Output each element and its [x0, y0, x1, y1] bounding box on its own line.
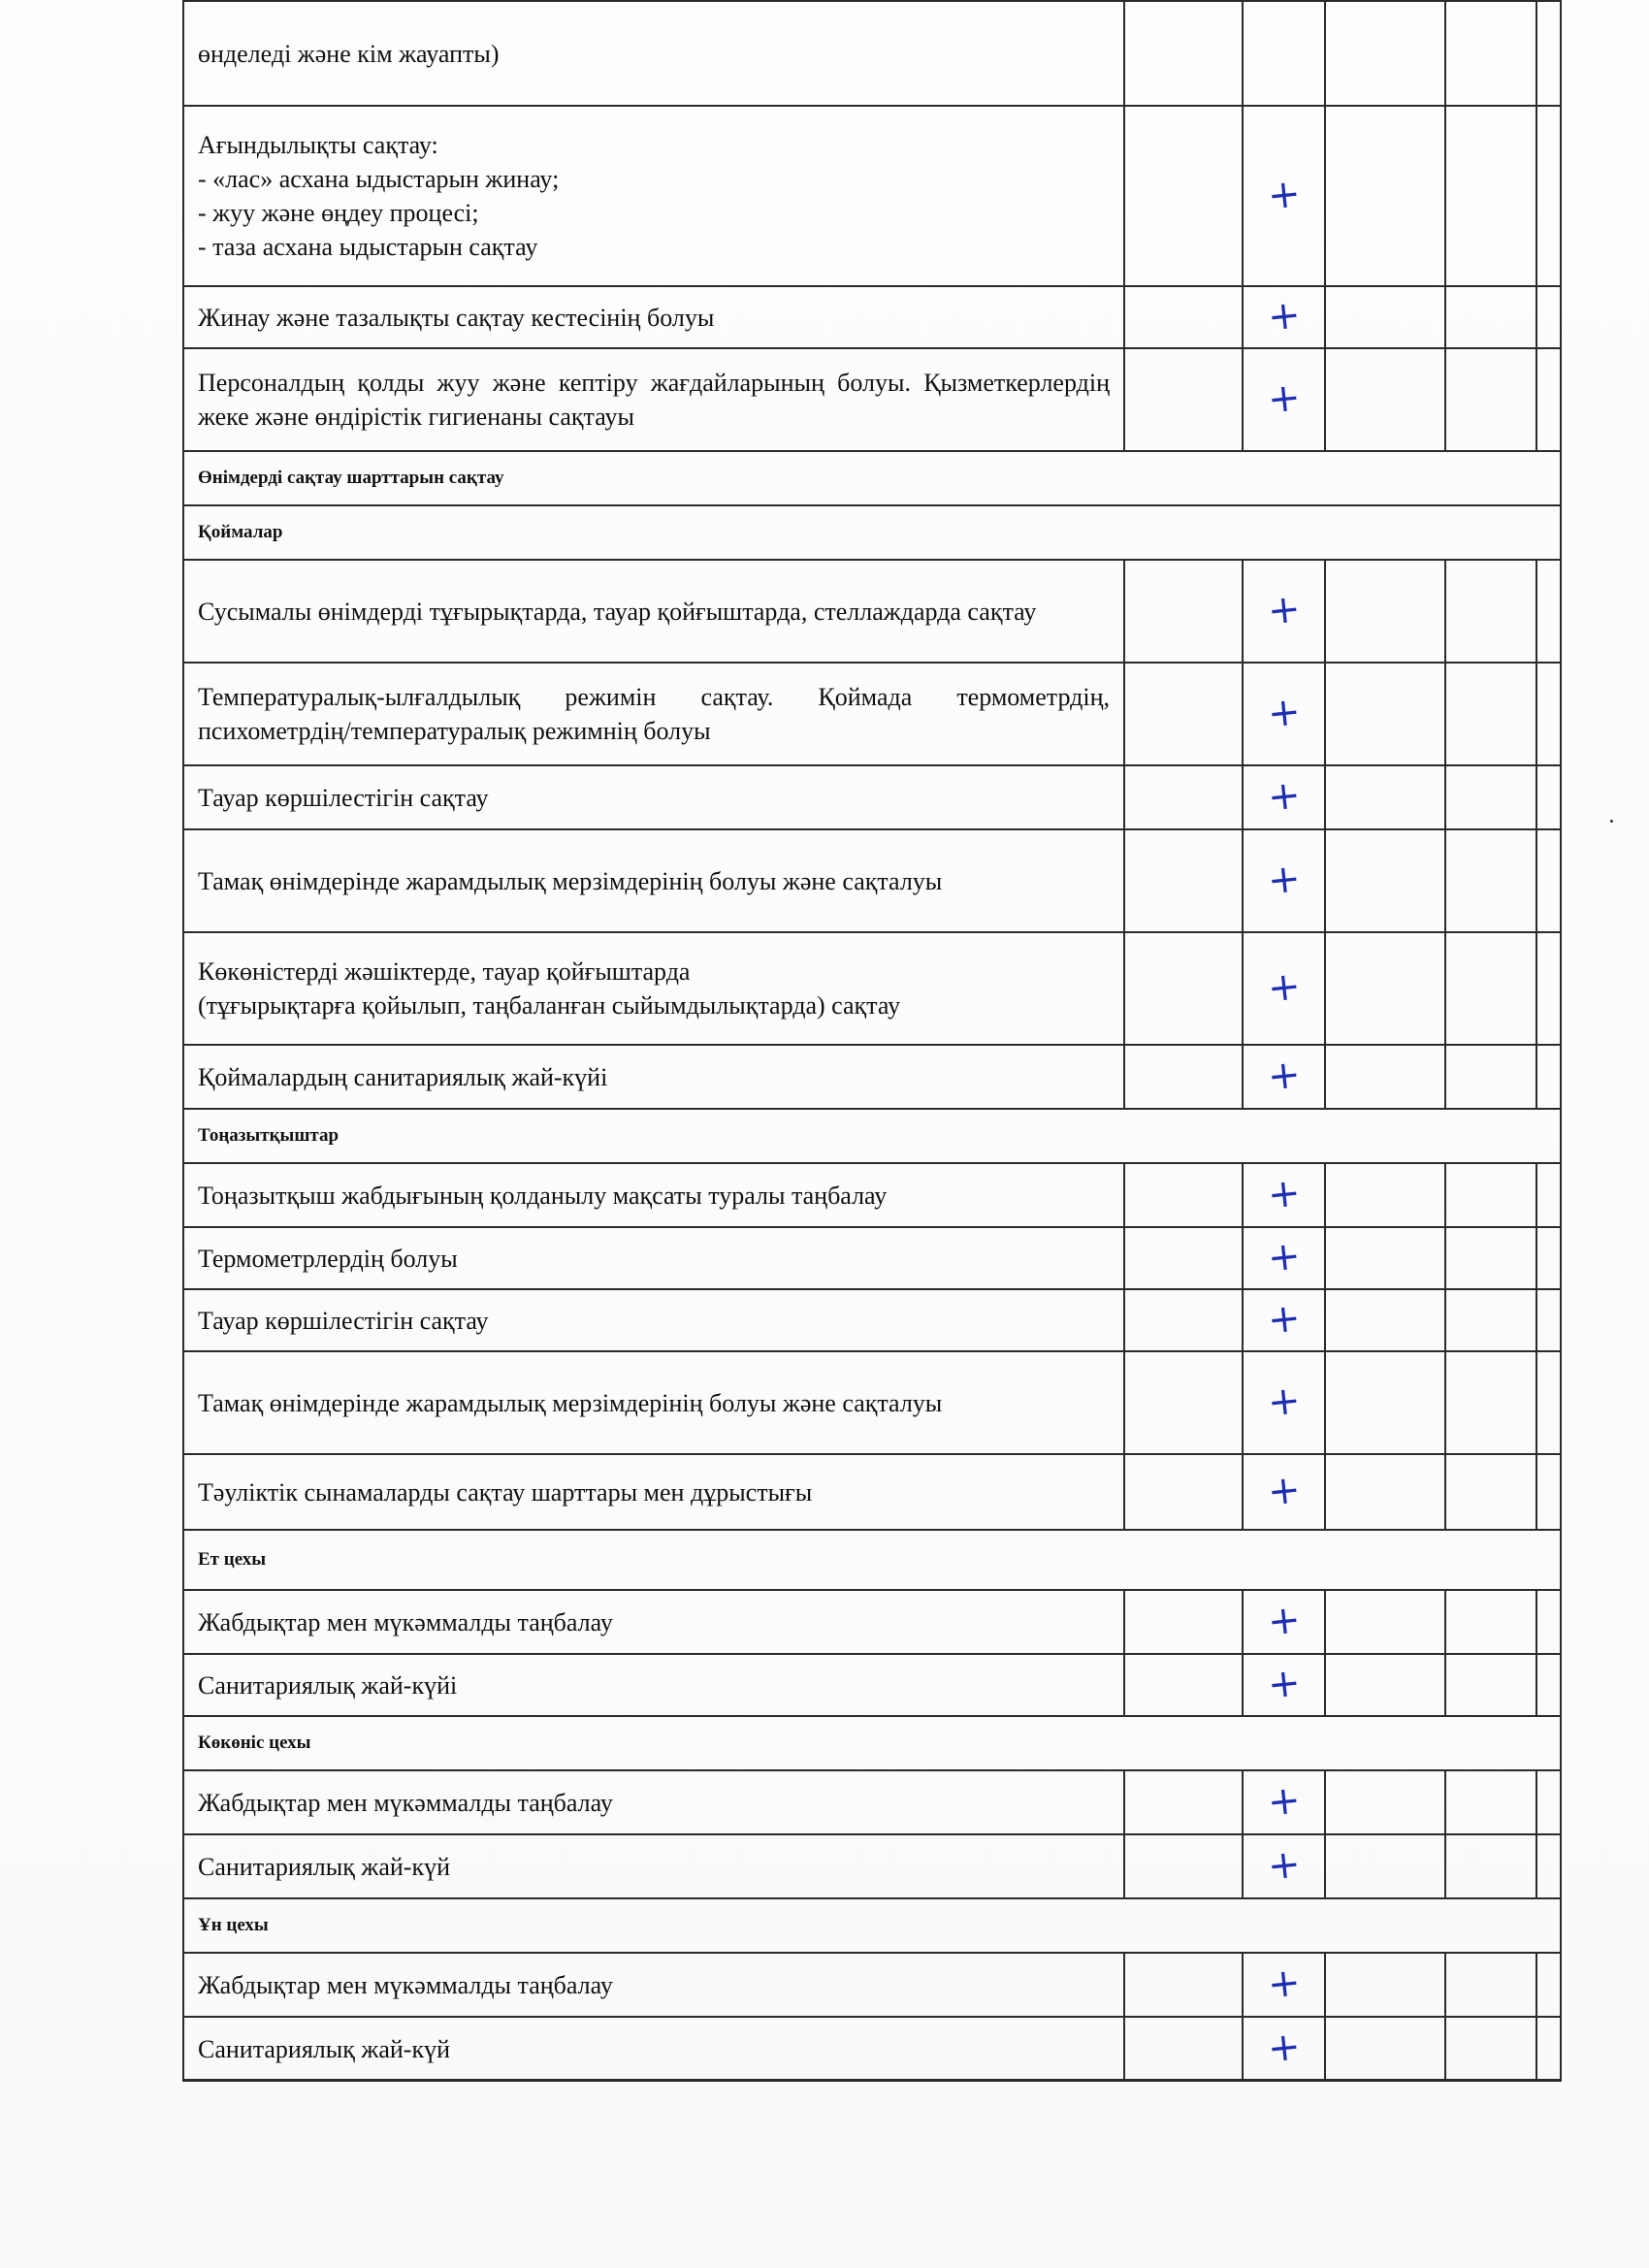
checklist-row — [183, 1953, 1561, 2017]
answer-cell — [1325, 348, 1445, 451]
checklist-row — [183, 1351, 1561, 1454]
yes-mark-cell — [1243, 932, 1325, 1045]
checklist-row — [183, 1654, 1561, 1716]
answer-cell — [1445, 1770, 1536, 1834]
checklist-row — [183, 348, 1561, 451]
answer-cell — [1536, 286, 1561, 348]
answer-cell — [1536, 2017, 1561, 2081]
checklist-row — [183, 1590, 1561, 1654]
yes-mark-cell — [1243, 106, 1325, 286]
requirement-line: Көкөністерді жәшіктерде, тауар қойғыштарда — [198, 957, 691, 986]
answer-cell — [1536, 932, 1561, 1045]
inspection-checklist-table — [182, 0, 1562, 2082]
answer-cell — [1124, 829, 1243, 932]
section-title: Қоймалар — [183, 505, 1561, 560]
yes-mark-cell — [1243, 1045, 1325, 1109]
yes-mark-cell — [1243, 663, 1325, 765]
handwritten-plus-mark: + — [1265, 856, 1303, 904]
handwritten-plus-mark: + — [1265, 963, 1303, 1012]
requirement-text: Жабдықтар мен мүкәммалды таңбалау — [183, 1953, 1124, 2017]
answer-cell — [1124, 2017, 1243, 2081]
handwritten-plus-mark: + — [1265, 1467, 1303, 1515]
yes-mark-cell — [1243, 1834, 1325, 1898]
yes-mark-cell — [1243, 765, 1325, 829]
answer-cell — [1325, 1770, 1445, 1834]
answer-cell — [1445, 1, 1536, 106]
yes-mark-cell — [1243, 1, 1325, 106]
requirement-text: Тауар көршілестігін сақтау — [183, 1289, 1124, 1351]
answer-cell — [1325, 1163, 1445, 1227]
answer-cell — [1124, 1227, 1243, 1289]
answer-cell — [1124, 1953, 1243, 2017]
handwritten-plus-mark: + — [1265, 1841, 1303, 1890]
section-header-row — [183, 505, 1561, 560]
checklist-row — [183, 1163, 1561, 1227]
answer-cell — [1445, 1953, 1536, 2017]
answer-cell — [1445, 829, 1536, 932]
yes-mark-cell — [1243, 1953, 1325, 2017]
answer-cell — [1445, 1351, 1536, 1454]
answer-cell — [1445, 1454, 1536, 1530]
answer-cell — [1445, 286, 1536, 348]
yes-mark-cell — [1243, 1289, 1325, 1351]
answer-cell — [1445, 765, 1536, 829]
requirement-text: Тәуліктік сынамаларды сақтау шарттары мен дұрыстығы — [183, 1454, 1124, 1530]
yes-mark-cell — [1243, 1654, 1325, 1716]
answer-cell — [1445, 1227, 1536, 1289]
handwritten-plus-mark: + — [1265, 1052, 1303, 1100]
requirement-line: - «лас» асхана ыдыстарын жинау; — [198, 165, 560, 193]
answer-cell — [1536, 1351, 1561, 1454]
requirement-line: - таза асхана ыдыстарын сақтау — [198, 233, 538, 261]
requirement-text: Жабдықтар мен мүкәммалды таңбалау — [183, 1770, 1124, 1834]
section-title: Ұн цехы — [183, 1898, 1561, 1953]
section-header-row — [183, 1109, 1561, 1163]
answer-cell — [1536, 1654, 1561, 1716]
section-header-row — [183, 1898, 1561, 1953]
answer-cell — [1325, 1045, 1445, 1109]
answer-cell — [1325, 1227, 1445, 1289]
yes-mark-cell — [1243, 1590, 1325, 1654]
handwritten-plus-mark: + — [1265, 1170, 1303, 1218]
answer-cell — [1325, 106, 1445, 286]
answer-cell — [1536, 560, 1561, 663]
requirement-text: Жабдықтар мен мүкәммалды таңбалау — [183, 1590, 1124, 1654]
requirement-text: Тауар көршілестігін сақтау — [183, 765, 1124, 829]
table-bottom-edge — [182, 2079, 1560, 2081]
yes-mark-cell — [1243, 1770, 1325, 1834]
answer-cell — [1124, 663, 1243, 765]
requirement-text: Термометрлердің болуы — [183, 1227, 1124, 1289]
requirement-text: Қоймалардың санитариялық жай-күйі — [183, 1045, 1124, 1109]
answer-cell — [1536, 348, 1561, 451]
yes-mark-cell — [1243, 1454, 1325, 1530]
answer-cell — [1325, 1, 1445, 106]
requirement-text: Тамақ өнімдерінде жарамдылық мерзімдерінің болуы және сақталуы — [183, 1351, 1124, 1454]
requirement-text: Температуралық-ылғалдылық режимін сақтау. Қоймада термометрдің, психометрдің/температуралық режимнің болуы — [183, 663, 1124, 765]
section-title: Тоңазытқыштар — [183, 1109, 1561, 1163]
answer-cell — [1325, 1454, 1445, 1530]
answer-cell — [1124, 1770, 1243, 1834]
answer-cell — [1325, 663, 1445, 765]
checklist-row — [183, 1834, 1561, 1898]
checklist-row — [183, 932, 1561, 1045]
checklist-row — [183, 560, 1561, 663]
answer-cell — [1445, 1163, 1536, 1227]
checklist-row — [183, 1045, 1561, 1109]
answer-cell — [1124, 765, 1243, 829]
answer-cell — [1124, 1834, 1243, 1898]
answer-cell — [1124, 1654, 1243, 1716]
answer-cell — [1124, 1163, 1243, 1227]
answer-cell — [1536, 1953, 1561, 2017]
answer-cell — [1536, 765, 1561, 829]
answer-cell — [1325, 286, 1445, 348]
requirement-line: (тұғырықтарға қойылып, таңбаланған сыйымдылықтарда) сақтау — [198, 991, 901, 1020]
checklist-row — [183, 286, 1561, 348]
checklist-row — [183, 1, 1561, 106]
requirement-text: Тамақ өнімдерінде жарамдылық мерзімдерінің болуы және сақталуы — [183, 829, 1124, 932]
handwritten-plus-mark: + — [1265, 1777, 1303, 1826]
handwritten-plus-mark: + — [1265, 171, 1303, 219]
answer-cell — [1536, 1227, 1561, 1289]
answer-cell — [1325, 1351, 1445, 1454]
answer-cell — [1325, 560, 1445, 663]
handwritten-plus-mark: + — [1265, 1597, 1303, 1645]
answer-cell — [1124, 1289, 1243, 1351]
answer-cell — [1536, 1590, 1561, 1654]
handwritten-plus-mark: + — [1265, 1960, 1303, 2008]
requirement-text: Санитариялық жай-күй — [183, 1834, 1124, 1898]
answer-cell — [1536, 1163, 1561, 1227]
answer-cell — [1124, 932, 1243, 1045]
section-title: Өнімдерді сақтау шарттарын сақтау — [183, 451, 1561, 505]
answer-cell — [1445, 106, 1536, 286]
section-title: Көкөніс цехы — [183, 1716, 1561, 1770]
answer-cell — [1124, 1454, 1243, 1530]
requirement-text: Санитариялық жай-күй — [183, 2017, 1124, 2081]
answer-cell — [1124, 286, 1243, 348]
handwritten-plus-mark: + — [1265, 1233, 1303, 1281]
handwritten-plus-mark: + — [1265, 2024, 1303, 2072]
handwritten-plus-mark: + — [1265, 586, 1303, 634]
section-header-row — [183, 1530, 1561, 1590]
requirement-text — [183, 106, 1124, 286]
answer-cell — [1445, 1590, 1536, 1654]
answer-cell — [1325, 932, 1445, 1045]
checklist-row — [183, 106, 1561, 286]
answer-cell — [1325, 1953, 1445, 2017]
answer-cell — [1445, 1289, 1536, 1351]
answer-cell — [1445, 932, 1536, 1045]
answer-cell — [1536, 106, 1561, 286]
answer-cell — [1536, 1289, 1561, 1351]
answer-cell — [1325, 829, 1445, 932]
section-title: Ет цехы — [183, 1530, 1561, 1590]
handwritten-plus-mark: + — [1265, 772, 1303, 821]
answer-cell — [1536, 1, 1561, 106]
answer-cell — [1445, 1834, 1536, 1898]
answer-cell — [1536, 1454, 1561, 1530]
section-header-row — [183, 451, 1561, 505]
handwritten-plus-mark: + — [1265, 1377, 1303, 1426]
answer-cell — [1536, 1045, 1561, 1109]
requirement-text — [183, 932, 1124, 1045]
scan-speck — [1610, 820, 1613, 823]
requirement-line: Ағындылықты сақтау: — [198, 131, 438, 159]
checklist-row — [183, 663, 1561, 765]
requirement-text: Санитариялық жай-күйі — [183, 1654, 1124, 1716]
answer-cell — [1124, 560, 1243, 663]
yes-mark-cell — [1243, 1163, 1325, 1227]
yes-mark-cell — [1243, 829, 1325, 932]
handwritten-plus-mark: + — [1265, 1295, 1303, 1344]
requirement-line: - жуу және өңдеу процесі; — [198, 199, 479, 227]
answer-cell — [1445, 2017, 1536, 2081]
yes-mark-cell — [1243, 1227, 1325, 1289]
yes-mark-cell — [1243, 348, 1325, 451]
yes-mark-cell — [1243, 560, 1325, 663]
requirement-text: Тоңазытқыш жабдығының қолданылу мақсаты туралы таңбалау — [183, 1163, 1124, 1227]
answer-cell — [1325, 1590, 1445, 1654]
answer-cell — [1536, 1770, 1561, 1834]
answer-cell — [1445, 1654, 1536, 1716]
handwritten-plus-mark: + — [1265, 374, 1303, 423]
requirement-text: Персоналдың қолды жуу және кептіру жағдайларының болуы. Қызметкерлердің жеке және өндірістік гигиенаны сақтауы — [183, 348, 1124, 451]
answer-cell — [1325, 1654, 1445, 1716]
checklist-row — [183, 765, 1561, 829]
answer-cell — [1124, 1351, 1243, 1454]
answer-cell — [1325, 1834, 1445, 1898]
checklist-row — [183, 2017, 1561, 2081]
answer-cell — [1325, 765, 1445, 829]
section-header-row — [183, 1716, 1561, 1770]
yes-mark-cell — [1243, 286, 1325, 348]
answer-cell — [1536, 663, 1561, 765]
answer-cell — [1445, 663, 1536, 765]
handwritten-plus-mark: + — [1265, 1660, 1303, 1708]
answer-cell — [1445, 1045, 1536, 1109]
requirement-text: Жинау және тазалықты сақтау кестесінің болуы — [183, 286, 1124, 348]
answer-cell — [1325, 2017, 1445, 2081]
requirement-text: Сусымалы өнімдерді тұғырықтарда, тауар қойғыштарда, стеллаждарда сақтау — [183, 560, 1124, 663]
yes-mark-cell — [1243, 2017, 1325, 2081]
checklist-row — [183, 1454, 1561, 1530]
yes-mark-cell — [1243, 1351, 1325, 1454]
answer-cell — [1124, 1, 1243, 106]
answer-cell — [1325, 1289, 1445, 1351]
checklist-row — [183, 1770, 1561, 1834]
answer-cell — [1124, 348, 1243, 451]
answer-cell — [1124, 106, 1243, 286]
answer-cell — [1124, 1590, 1243, 1654]
handwritten-plus-mark: + — [1265, 689, 1303, 737]
answer-cell — [1445, 560, 1536, 663]
handwritten-plus-mark: + — [1265, 292, 1303, 340]
checklist-row — [183, 1289, 1561, 1351]
answer-cell — [1124, 1045, 1243, 1109]
answer-cell — [1536, 829, 1561, 932]
checklist-row — [183, 1227, 1561, 1289]
answer-cell — [1536, 1834, 1561, 1898]
requirement-text: өнделеді және кім жауапты) — [183, 1, 1124, 106]
answer-cell — [1445, 348, 1536, 451]
checklist-row — [183, 829, 1561, 932]
